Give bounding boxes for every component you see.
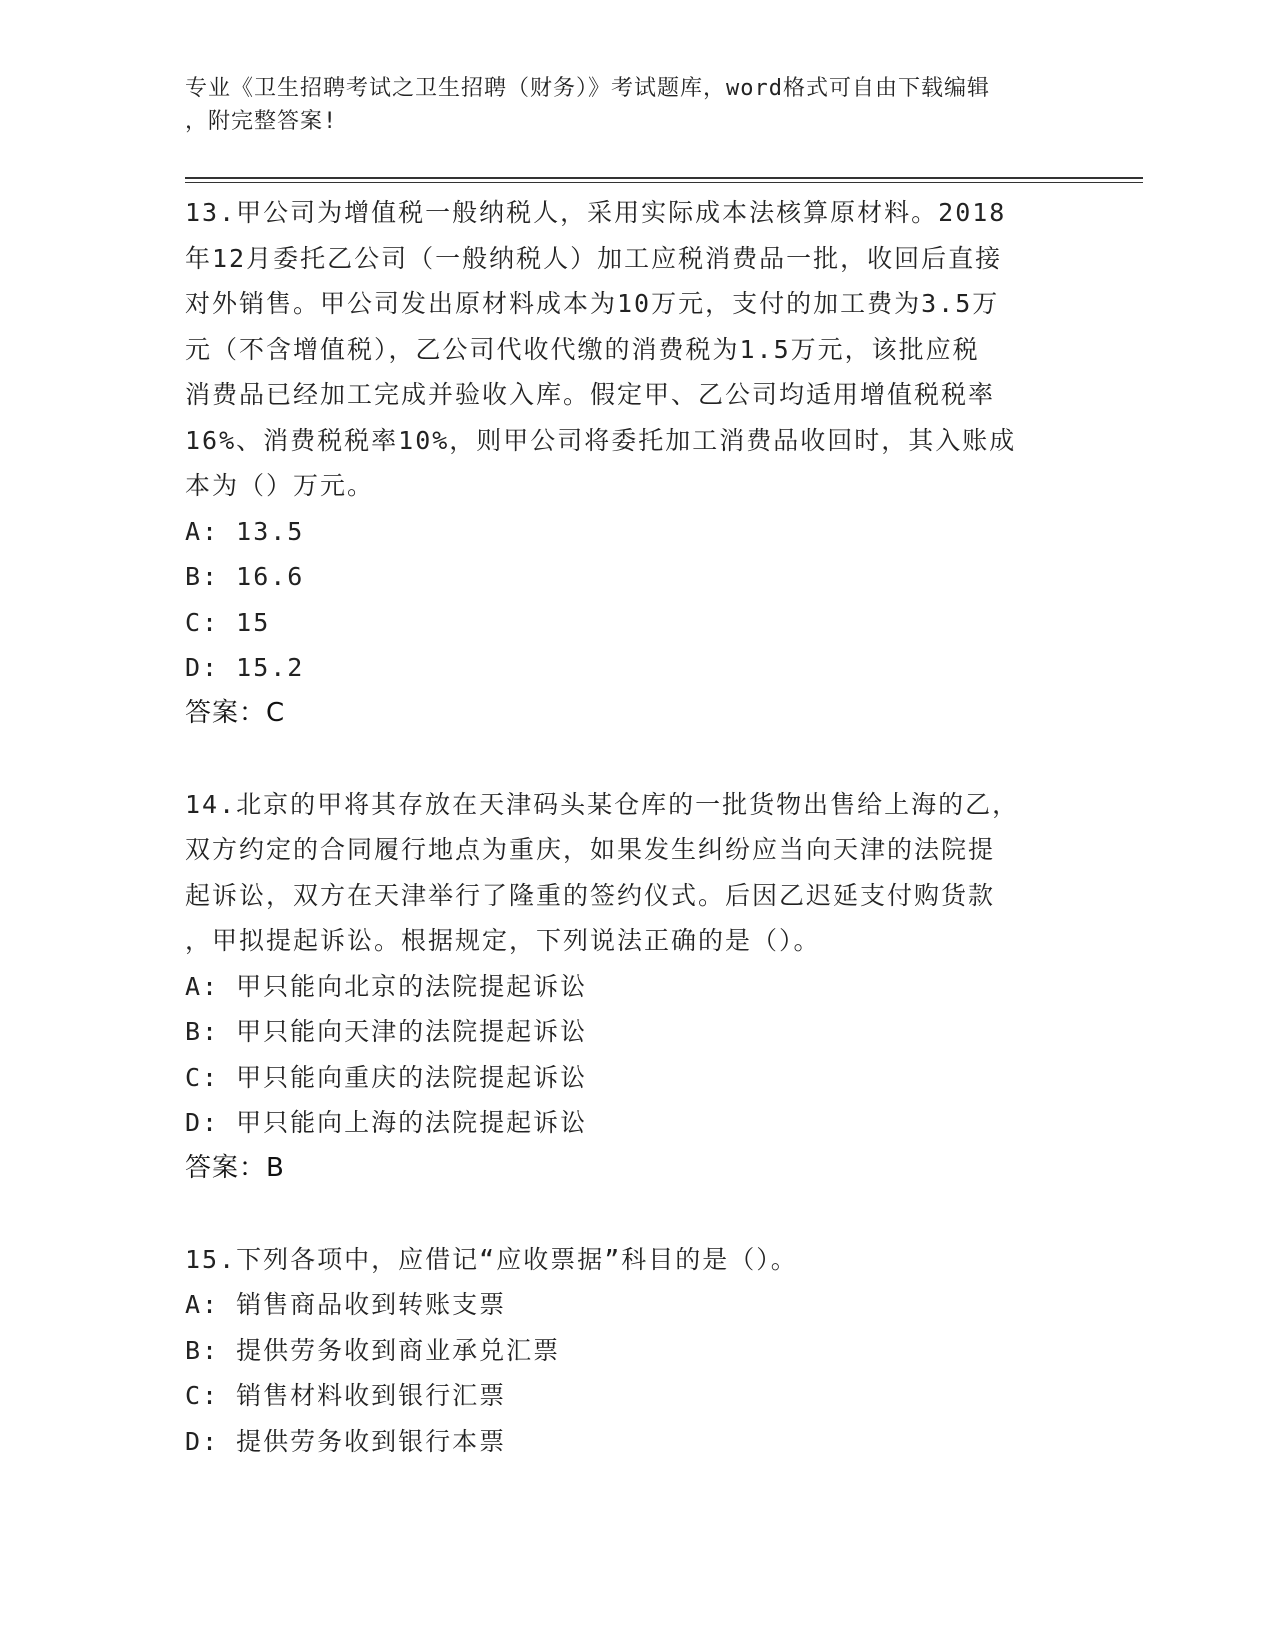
- header-line-2: ，附完整答案!: [185, 109, 338, 134]
- question-text-line: 年12月委托乙公司（一般纳税人）加工应税消费品一批，收回后直接: [185, 243, 1003, 273]
- option-c: C: 销售材料收到银行汇票: [185, 1381, 507, 1410]
- option-a: A: 甲只能向北京的法院提起诉讼: [185, 971, 588, 1001]
- question-text-line: 双方约定的合同履行地点为重庆，如果发生纠纷应当向天津的法院提: [185, 835, 996, 864]
- option-b: B: 提供劳务收到商业承兑汇票: [185, 1335, 561, 1365]
- question-text-line: 对外销售。甲公司发出原材料成本为10万元，支付的加工费为3.5万: [185, 289, 1000, 318]
- option-c: C: 甲只能向重庆的法院提起诉讼: [185, 1062, 588, 1092]
- question-13: [185, 190, 1085, 736]
- question-14: [185, 782, 1085, 1192]
- question-text-line: 16%、消费税税率10%，则甲公司将委托加工消费品收回时，其入账成: [185, 425, 1017, 455]
- document-header: [185, 72, 1065, 138]
- question-text-line: 13.甲公司为增值税一般纳税人，采用实际成本法核算原材料。2018: [185, 198, 1007, 227]
- question-spacer: [185, 736, 1085, 782]
- question-text-line: ，甲拟提起诉讼。根据规定，下列说法正确的是（）。: [185, 926, 821, 955]
- question-spacer: [185, 1191, 1085, 1237]
- question-text-line: 起诉讼，双方在天津举行了隆重的签约仪式。后因乙迟延支付购货款: [185, 880, 996, 910]
- question-list: [185, 190, 1085, 1464]
- header-divider-thin: [185, 182, 1143, 183]
- header-line-1: 专业《卫生招聘考试之卫生招聘（财务）》考试题库，word格式可自由下载编辑: [185, 76, 990, 101]
- option-c: C: 15: [185, 607, 271, 637]
- question-15: [185, 1237, 1085, 1465]
- answer-label: 答案：B: [185, 1152, 285, 1183]
- option-b: B: 16.6: [185, 562, 305, 591]
- option-d: D: 15.2: [185, 653, 305, 682]
- option-a: A: 13.5: [185, 516, 305, 546]
- option-a: A: 销售商品收到转账支票: [185, 1290, 507, 1319]
- question-text-line: 消费品已经加工完成并验收入库。假定甲、乙公司均适用增值税税率: [185, 380, 996, 409]
- question-text-line: 15.下列各项中，应借记“应收票据”科目的是（）。: [185, 1244, 798, 1274]
- option-d: D: 提供劳务收到银行本票: [185, 1426, 507, 1456]
- option-d: D: 甲只能向上海的法院提起诉讼: [185, 1108, 588, 1137]
- question-text-line: 14.北京的甲将其存放在天津码头某仓库的一批货物出售给上海的乙，: [185, 789, 1020, 819]
- header-divider-thick: [185, 177, 1143, 179]
- option-b: B: 甲只能向天津的法院提起诉讼: [185, 1017, 588, 1046]
- question-text-line: 元（不含增值税），乙公司代收代缴的消费税为1.5万元，该批应税: [185, 334, 980, 364]
- answer-label: 答案：C: [185, 697, 286, 728]
- question-text-line: 本为（）万元。: [185, 471, 375, 500]
